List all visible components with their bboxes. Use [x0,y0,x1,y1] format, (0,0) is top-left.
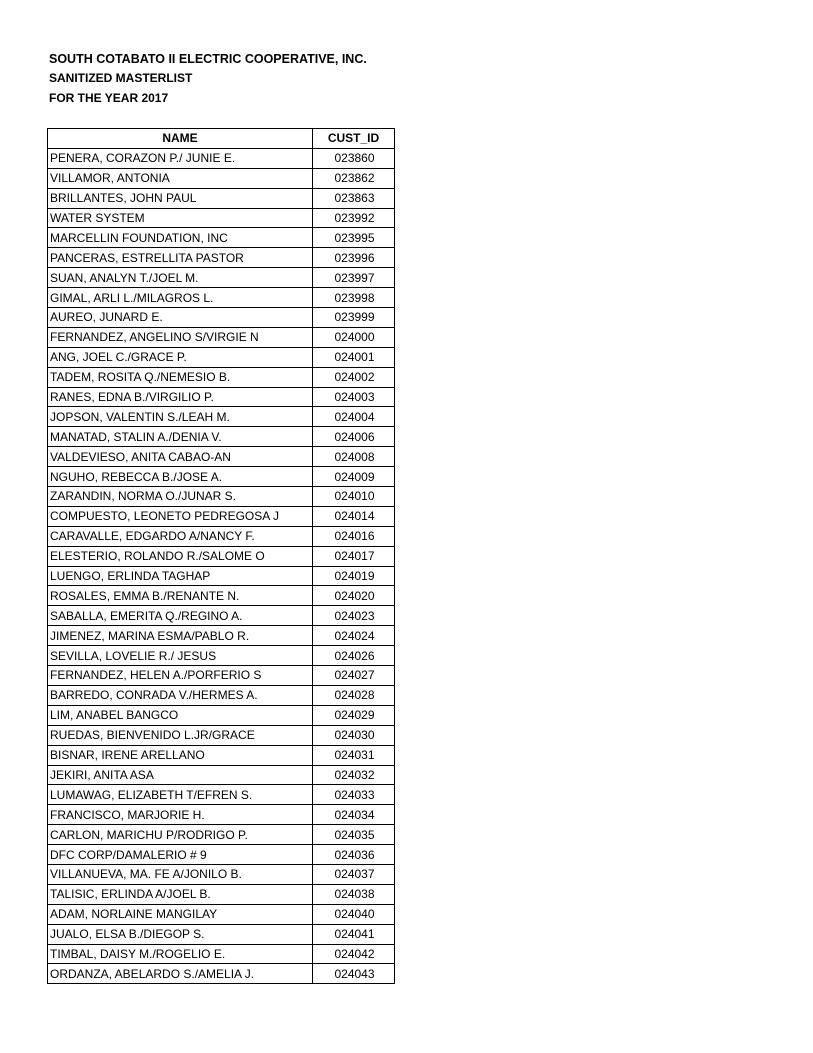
customer-id-cell: 024003 [313,387,395,407]
customer-id-cell: 024010 [313,487,395,507]
table-header-row [48,129,395,149]
table-row [48,944,395,964]
table-row [48,308,395,328]
customer-name-cell: ADAM, NORLAINE MANGILAY [48,904,313,924]
document-header [49,50,367,108]
table-row [48,805,395,825]
table-row [48,506,395,526]
table-row [48,924,395,944]
customer-name-cell: TIMBAL, DAISY M./ROGELIO E. [48,944,313,964]
document-year: FOR THE YEAR 2017 [49,91,169,105]
table-row [48,546,395,566]
customer-name-cell: BARREDO, CONRADA V./HERMES A. [48,685,313,705]
customer-name-cell: WATER SYSTEM [48,208,313,228]
customer-name-cell: COMPUESTO, LEONETO PEDREGOSA J [48,506,313,526]
customer-id-cell: 023862 [313,168,395,188]
table-row [48,148,395,168]
table-row [48,407,395,427]
customer-name-cell: JOPSON, VALENTIN S./LEAH M. [48,407,313,427]
table-header [48,129,395,149]
customer-id-cell: 024002 [313,367,395,387]
table-row [48,566,395,586]
customer-id-cell: 024000 [313,327,395,347]
customer-name-cell: FRANCISCO, MARJORIE H. [48,805,313,825]
customer-name-cell: JUALO, ELSA B./DIEGOP S. [48,924,313,944]
customer-name-cell: ROSALES, EMMA B./RENANTE N. [48,586,313,606]
customer-name-cell: FERNANDEZ, ANGELINO S/VIRGIE N [48,327,313,347]
customer-name-cell: LUENGO, ERLINDA TAGHAP [48,566,313,586]
customer-id-cell: 024032 [313,765,395,785]
table-row [48,964,395,984]
customer-name-cell: JIMENEZ, MARINA ESMA/PABLO R. [48,626,313,646]
customer-name-cell: NGUHO, REBECCA B./JOSE A. [48,467,313,487]
customer-id-cell: 024006 [313,427,395,447]
table-row [48,467,395,487]
customer-id-cell: 024040 [313,904,395,924]
customer-id-cell: 024043 [313,964,395,984]
table-row [48,904,395,924]
customer-id-cell: 024026 [313,646,395,666]
customer-id-cell: 024020 [313,586,395,606]
masterlist-table [47,128,395,984]
table-row [48,626,395,646]
table-row [48,188,395,208]
table-row [48,765,395,785]
table-row [48,825,395,845]
table-row [48,666,395,686]
customer-name-cell: GIMAL, ARLI L./MILAGROS L. [48,288,313,308]
table-row [48,845,395,865]
customer-name-cell: VALDEVIESO, ANITA CABAO-AN [48,447,313,467]
customer-id-cell: 024016 [313,526,395,546]
customer-name-cell: PANCERAS, ESTRELLITA PASTOR [48,248,313,268]
customer-name-cell: VILLANUEVA, MA. FE A/JONILO B. [48,864,313,884]
customer-name-cell: SABALLA, EMERITA Q./REGINO A. [48,606,313,626]
customer-id-cell: 024009 [313,467,395,487]
customer-id-cell: 024024 [313,626,395,646]
table-row [48,785,395,805]
customer-id-cell: 024029 [313,705,395,725]
customer-name-cell: SUAN, ANALYN T./JOEL M. [48,268,313,288]
customer-id-cell: 023997 [313,268,395,288]
customer-name-cell: LUMAWAG, ELIZABETH T/EFREN S. [48,785,313,805]
table-row [48,168,395,188]
customer-name-cell: DFC CORP/DAMALERIO # 9 [48,845,313,865]
customer-name-cell: LIM, ANABEL BANGCO [48,705,313,725]
customer-id-cell: 023860 [313,148,395,168]
document-subtitle: SANITIZED MASTERLIST [49,71,193,85]
table-row [48,745,395,765]
customer-name-cell: PENERA, CORAZON P./ JUNIE E. [48,148,313,168]
customer-id-cell: 023996 [313,248,395,268]
table-row [48,208,395,228]
customer-id-cell: 024001 [313,347,395,367]
customer-id-cell: 024042 [313,944,395,964]
customer-id-cell: 023999 [313,308,395,328]
table-row [48,685,395,705]
table-row [48,606,395,626]
customer-id-cell: 024031 [313,745,395,765]
customer-name-cell: FERNANDEZ, HELEN A./PORFERIO S [48,666,313,686]
customer-id-cell: 024014 [313,506,395,526]
customer-name-cell: ANG, JOEL C./GRACE P. [48,347,313,367]
customer-name-cell: MANATAD, STALIN A./DENIA V. [48,427,313,447]
customer-id-cell: 024034 [313,805,395,825]
table-row [48,586,395,606]
table-row [48,884,395,904]
customer-id-cell: 024023 [313,606,395,626]
table-row [48,864,395,884]
customer-id-cell: 023863 [313,188,395,208]
table-row [48,705,395,725]
customer-name-cell: ELESTERIO, ROLANDO R./SALOME O [48,546,313,566]
customer-id-cell: 024037 [313,864,395,884]
customer-name-cell: SEVILLA, LOVELIE R./ JESUS [48,646,313,666]
customer-id-cell: 024041 [313,924,395,944]
customer-name-cell: ORDANZA, ABELARDO S./AMELIA J. [48,964,313,984]
table-row [48,288,395,308]
customer-id-cell: 024008 [313,447,395,467]
customer-name-cell: TADEM, ROSITA Q./NEMESIO B. [48,367,313,387]
customer-name-cell: MARCELLIN FOUNDATION, INC [48,228,313,248]
customer-id-cell: 024017 [313,546,395,566]
customer-id-cell: 024033 [313,785,395,805]
customer-id-cell: 024019 [313,566,395,586]
customer-id-cell: 024035 [313,825,395,845]
column-header-cust-id: CUST_ID [313,129,395,149]
table-body [48,148,395,983]
customer-name-cell: RANES, EDNA B./VIRGILIO P. [48,387,313,407]
customer-id-cell: 023995 [313,228,395,248]
document-title: SOUTH COTABATO II ELECTRIC COOPERATIVE, INC. [49,52,367,66]
customer-name-cell: TALISIC, ERLINDA A/JOEL B. [48,884,313,904]
customer-name-cell: ZARANDIN, NORMA O./JUNAR S. [48,487,313,507]
customer-name-cell: JEKIRI, ANITA ASA [48,765,313,785]
table-row [48,268,395,288]
customer-id-cell: 024038 [313,884,395,904]
customer-id-cell: 024030 [313,725,395,745]
customer-name-cell: BRILLANTES, JOHN PAUL [48,188,313,208]
customer-id-cell: 024027 [313,666,395,686]
customer-name-cell: AUREO, JUNARD E. [48,308,313,328]
column-header-name: NAME [48,129,313,149]
table-row [48,327,395,347]
customer-id-cell: 023992 [313,208,395,228]
table-row [48,725,395,745]
table-row [48,427,395,447]
customer-name-cell: VILLAMOR, ANTONIA [48,168,313,188]
customer-id-cell: 023998 [313,288,395,308]
customer-id-cell: 024028 [313,685,395,705]
table-row [48,248,395,268]
table-row [48,367,395,387]
table-row [48,487,395,507]
table-row [48,228,395,248]
table-row [48,526,395,546]
table-row [48,447,395,467]
customer-id-cell: 024004 [313,407,395,427]
customer-name-cell: CARLON, MARICHU P/RODRIGO P. [48,825,313,845]
customer-name-cell: CARAVALLE, EDGARDO A/NANCY F. [48,526,313,546]
customer-id-cell: 024036 [313,845,395,865]
customer-name-cell: BISNAR, IRENE ARELLANO [48,745,313,765]
table-row [48,646,395,666]
table-row [48,387,395,407]
customer-name-cell: RUEDAS, BIENVENIDO L.JR/GRACE [48,725,313,745]
table-row [48,347,395,367]
